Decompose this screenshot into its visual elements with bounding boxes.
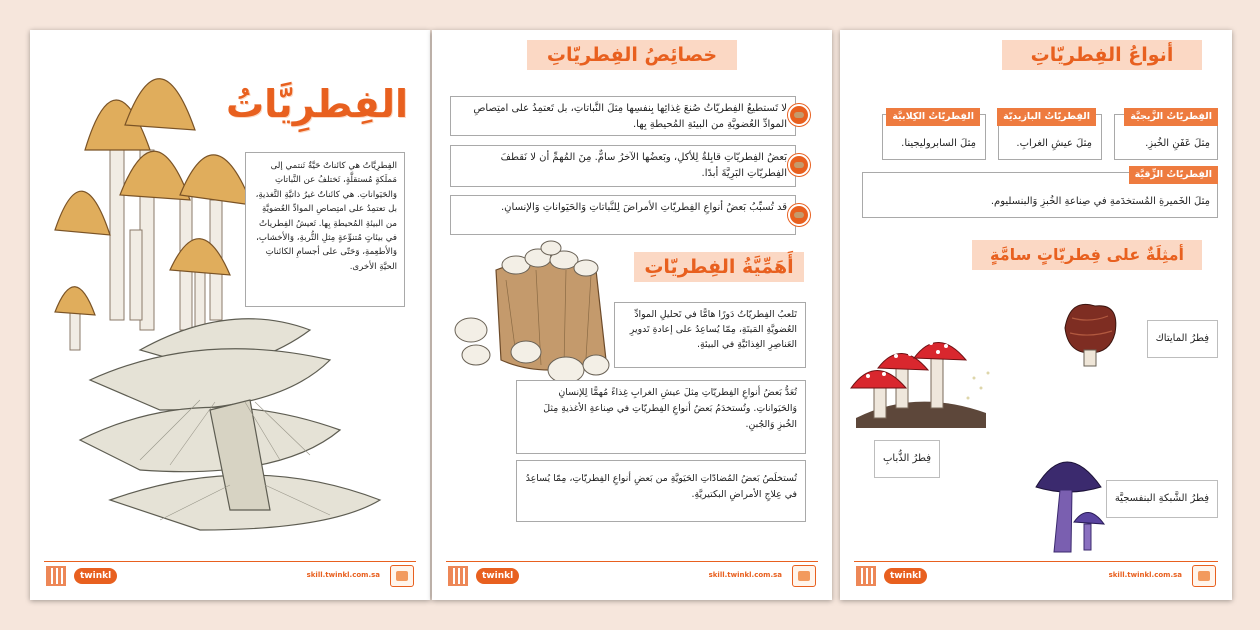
type-example-basidiomycota: مِثلَ عيشِ الغرابِ. — [1016, 138, 1092, 149]
poison-label-maitake: فِطرُ المايتاك — [1147, 320, 1218, 358]
property-card-2: بَعضُ الفِطريّاتِ قابِلةٌ لِلأكلِ، وبَعضُها الآخرُ سامٌّ. مِنَ المُهمِّ أن لا نَقطفَ الفِطريّاتِ البَرِيَّةَ أبدًا. — [450, 145, 796, 187]
twinkl-logo: twinkl — [476, 568, 519, 584]
amethyst-deceiver-illustration — [1026, 442, 1116, 562]
qr-code-icon — [46, 566, 66, 586]
maitake-mushroom-illustration — [1060, 298, 1120, 368]
footer-rule — [446, 561, 818, 562]
page-cover — [30, 30, 430, 600]
poison-label-fly-agaric: فِطرُ الذُّبابِ — [874, 440, 940, 478]
twinkl-logo: twinkl — [884, 568, 927, 584]
twinkl-logo: twinkl — [74, 568, 117, 584]
importance-card-1: تَلعبُ الفِطريّاتُ دَورًا هامًّا في تَحليلِ الموادِّ العُضويَّةِ المَيتَةِ، مِمّا يُساعِدُ على إعادةِ تَدويرِ العَناصِرِ الغِذائيَّةِ في البيئةِ. — [614, 302, 806, 368]
footer-rule — [44, 561, 416, 562]
type-tag-zygomycota: الفِطريّاتُ الزَّيجيَّة — [1124, 108, 1218, 126]
poison-title: أمثِلَةٌ على فِطريّاتٍ سامَّةٍ — [972, 240, 1202, 270]
property-card-3: قد تُسبِّبُ بَعضُ أنواعِ الفِطريّاتِ الأمراضَ لِلنَّباتاتِ وَالحَيَواناتِ وَالإنسانِ. — [450, 195, 796, 235]
fly-agaric-illustration — [846, 318, 996, 428]
mushroom-sack-illustration — [446, 240, 616, 390]
footer-site: skill.twinkl.com.sa — [306, 571, 380, 579]
intro-text-box — [245, 152, 405, 307]
properties-title: خصائِصُ الفِطريّاتِ — [527, 40, 737, 70]
bread-bullet-icon — [788, 154, 810, 176]
type-tag-oomycota: الفِطريّاتُ الكِلابيَّة — [886, 108, 980, 126]
importance-card-2: تُعَدُّ بَعضُ أنواعِ الفِطريّاتِ مِثلَ عيشِ الغرابِ غِذاءً مُهمًّا لِلإنسانِ وَالحَيَواناتِ. وتُستخدَمُ بَعضُ أنواعِ الفِطريّاتِ في صِناعةِ الأغذيةِ مِثلَ الخُبزِ وَالجُبنِ. — [516, 380, 806, 454]
type-example-zygomycota: مِثلَ عَفَنِ الخُبزِ. — [1145, 138, 1210, 149]
badge-icon — [390, 565, 414, 587]
type-example-ascomycota: مِثلَ الخَميرةِ المُستخدَمةِ في صِناعةِ الخُبزِ وَالبنسليوم. — [990, 196, 1210, 207]
cover-title: الفِطرِيَّاتُ — [225, 82, 408, 126]
footer-site: skill.twinkl.com.sa — [1108, 571, 1182, 579]
qr-code-icon — [856, 566, 876, 586]
footer-rule — [854, 561, 1218, 562]
intro-text: الفِطرِيَّاتُ هي كائناتٌ حَيَّةٌ تَنتمي إلى مَملَكةٍ مُستقلَّةٍ، تَختلفُ عن النَّباتاتِ وَالحَيَواناتِ. هي كائناتٌ غيرُ ذاتيَّةِ التَّغذيةِ، بل تعتمِدُ على امتِصاصِ الموادِّ العُضويَّةِ من البيئةِ المُحيطةِ بِها. تَعيشُ الفِطرياتُ في بيئاتٍ مُتنوِّعةٍ مِثلِ التُّربةِ، وَالأخشابِ، وَالأطعِمةِ، وَحَتّى على أجسامِ الكائناتِ الحيَّةِ الأخرى. — [255, 161, 397, 272]
importance-title: أَهَمِّيَّةُ الفِطريّاتِ — [634, 252, 804, 282]
page-properties — [432, 30, 832, 600]
bread-bullet-icon — [788, 104, 810, 126]
poison-label-amethyst: فِطرُ الشَّبكةِ البنفسجيَّة — [1106, 480, 1218, 518]
qr-code-icon — [448, 566, 468, 586]
badge-icon — [1192, 565, 1216, 587]
bread-bullet-icon — [788, 204, 810, 226]
importance-card-3: تُستخلَصُ بَعضُ المُضادّاتِ الحَيَويَّةِ من بَعضِ أنواعِ الفِطريّاتِ، مِمّا يُساعِدُ في عِلاجِ الأمراضِ البكتيريَّةِ. — [516, 460, 806, 522]
type-example-oomycota: مِثلَ السابروليجينا. — [901, 138, 976, 149]
footer-site: skill.twinkl.com.sa — [708, 571, 782, 579]
footer — [446, 564, 818, 588]
footer — [44, 564, 416, 588]
page-types — [840, 30, 1232, 600]
types-title: أنواعُ الفِطريّاتِ — [1002, 40, 1202, 70]
type-tag-basidiomycota: الفِطريّاتُ البازيديّة — [997, 108, 1096, 126]
footer — [854, 564, 1218, 588]
badge-icon — [792, 565, 816, 587]
property-card-1: لا تَستطيعُ الفِطريّاتُ صُنعَ غِذائِها بِنفسِها مِثلَ النَّباتاتِ، بل تَعتمِدُ على امتِصاصِ الموادِّ العُضويَّةِ من البيئةِ المُحيطةِ بِها. — [450, 96, 796, 136]
type-tag-ascomycota: الفِطريّاتُ الزِّقيَّة — [1129, 166, 1218, 184]
